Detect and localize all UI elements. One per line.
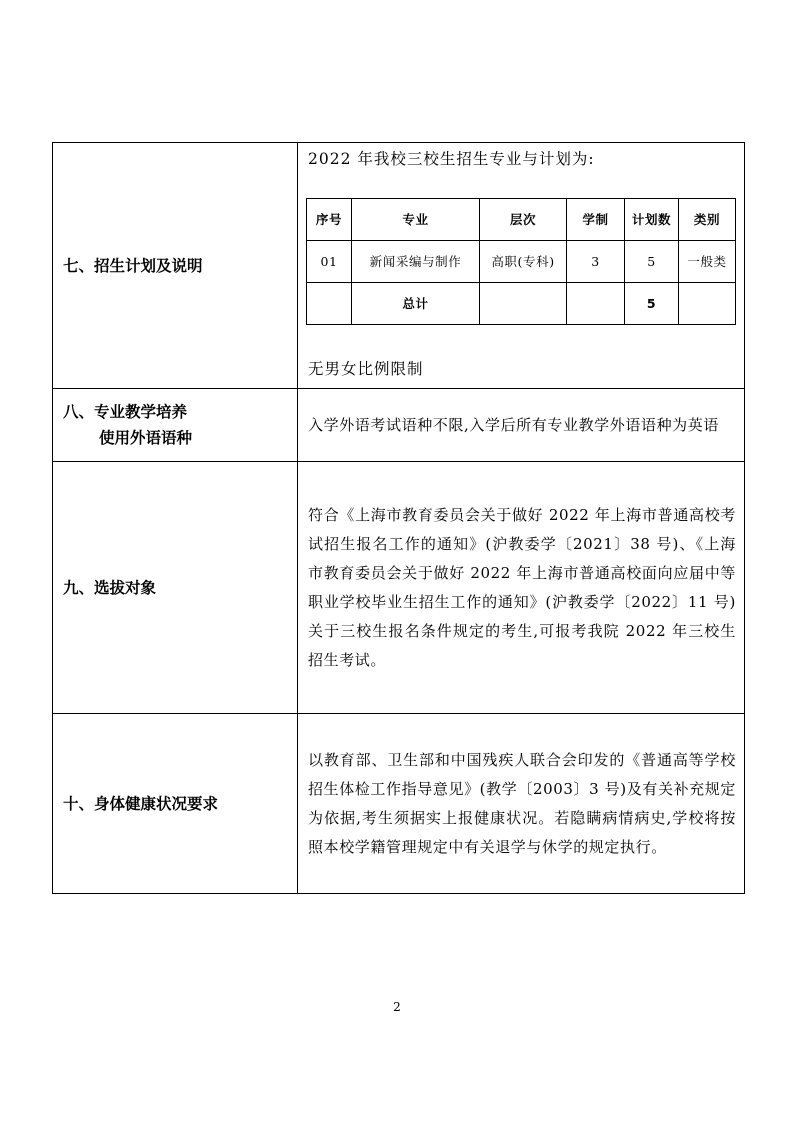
plan-cell-category: 一般类 [679,241,736,283]
plan-cell-duration: 3 [567,241,625,283]
plan-total-value: 5 [625,283,679,325]
plan-table-header-row [307,199,736,241]
plan-note-text: 无男女比例限制 [308,360,424,378]
section-content-plan [298,143,745,389]
plan-header-major: 专业 [352,199,480,241]
plan-total-empty-cell [480,283,567,325]
plan-cell-quota: 5 [625,241,679,283]
plan-intro-text: 2022 年我校三校生招生专业与计划为: [308,150,595,168]
plan-total-row [307,283,736,325]
section-row-health [53,714,745,894]
section-content-language: 入学外语考试语种不限,入学后所有专业教学外语语种为英语 [298,389,745,462]
section-row-language [53,389,745,462]
plan-cell-seq: 01 [307,241,352,283]
section-label-language-line2: 使用外语语种 [99,429,193,447]
section-label-language-line1: 八、专业教学培养 [63,403,188,421]
section-label-plan: 七、招生计划及说明 [53,143,298,389]
plan-header-level: 层次 [480,199,567,241]
section-content-health: 以教育部、卫生部和中国残疾人联合会印发的《普通高等学校招生体检工作指导意见》(教学〔2003〕3 号)及有关补充规定为依据,考生须据实上报健康状况。若隐瞒病情病史,学校将按照本校学籍管理规定中有关退学与休学的规定执行。 [298,714,745,894]
plan-cell-major: 新闻采编与制作 [352,241,480,283]
section-row-eligibility [53,462,745,714]
section-content-eligibility: 符合《上海市教育委员会关于做好 2022 年上海市普通高校考试招生报名工作的通知》(沪教委学〔2021〕38 号)、《上海市教育委员会关于做好 2022 年上海市普通高校面向应届中等职业学校毕业生招生工作的通知》(沪教委学〔2022〕11 号)关于三校生报名条件规定的考生,可报考我院 2022 年三校生招生考试。 [298,462,745,714]
section-label-eligibility: 九、选拔对象 [53,462,298,714]
section-label-health: 十、身体健康状况要求 [53,714,298,894]
admission-info-table [52,142,745,894]
table-row [307,241,736,283]
page-number: 2 [393,1000,401,1014]
plan-total-empty-cell [679,283,736,325]
plan-header-category: 类别 [679,199,736,241]
plan-total-label: 总计 [352,283,480,325]
plan-header-duration: 学制 [567,199,625,241]
plan-header-seq: 序号 [307,199,352,241]
plan-total-empty-cell [307,283,352,325]
section-row-plan [53,143,745,389]
plan-cell-level: 高职(专科) [480,241,567,283]
plan-header-quota: 计划数 [625,199,679,241]
enrollment-plan-table [306,198,736,325]
section-label-language [53,389,298,462]
plan-total-empty-cell [567,283,625,325]
